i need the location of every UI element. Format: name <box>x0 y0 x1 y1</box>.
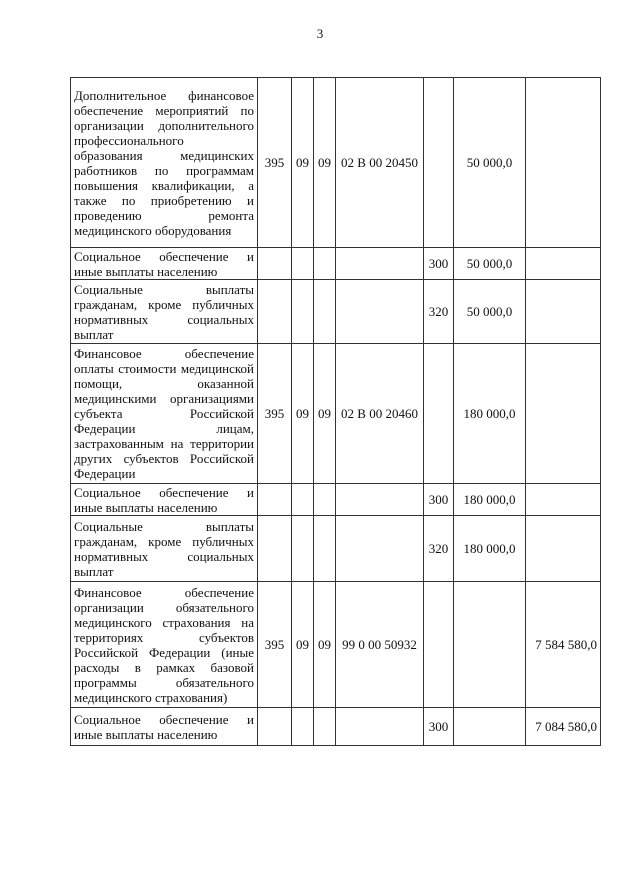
amount-col1: 180 000,0 <box>454 484 526 516</box>
table-row <box>71 248 601 280</box>
code-vr: 300 <box>424 708 454 746</box>
code-rz <box>292 248 314 280</box>
code-pr <box>314 280 336 344</box>
item-name: Социальное обеспечение и иные выплаты населению <box>71 708 258 746</box>
code-pr <box>314 484 336 516</box>
item-name: Социальные выплаты гражданам, кроме публичных нормативных социальных выплат <box>71 280 258 344</box>
table-body <box>71 78 601 746</box>
item-name: Социальное обеспечение и иные выплаты населению <box>71 484 258 516</box>
table-row <box>71 280 601 344</box>
amount-col1: 50 000,0 <box>454 248 526 280</box>
code-gr <box>258 280 292 344</box>
table-row <box>71 484 601 516</box>
code-pr <box>314 516 336 582</box>
table-row <box>71 708 601 746</box>
code-vr <box>424 344 454 484</box>
code-rz: 09 <box>292 78 314 248</box>
code-gr <box>258 484 292 516</box>
amount-col2: 7 584 580,0 <box>526 582 601 708</box>
code-rz <box>292 708 314 746</box>
code-pr <box>314 248 336 280</box>
item-name: Финансовое обеспечение организации обязательного медицинского страхования на территориях субъектов Российской Федерации (иные расходы в рамках базовой программы обязательного медицинского страхования) <box>71 582 258 708</box>
amount-col2 <box>526 248 601 280</box>
budget-table <box>70 77 601 746</box>
item-name: Финансовое обеспечение оплаты стоимости медицинской помощи, оказанной медицинскими организациями субъекта Российской Федерации лицам, застрахованным на территории других субъектов Российской Федерации <box>71 344 258 484</box>
code-vr: 300 <box>424 484 454 516</box>
code-csr <box>336 248 424 280</box>
code-gr <box>258 708 292 746</box>
code-gr: 395 <box>258 344 292 484</box>
item-name: Социальные выплаты гражданам, кроме публичных нормативных социальных выплат <box>71 516 258 582</box>
page-number: 3 <box>316 26 324 41</box>
amount-col2 <box>526 344 601 484</box>
item-name: Социальное обеспечение и иные выплаты населению <box>71 248 258 280</box>
amount-col2 <box>526 516 601 582</box>
amount-col1: 50 000,0 <box>454 280 526 344</box>
amount-col1 <box>454 708 526 746</box>
code-gr: 395 <box>258 582 292 708</box>
code-csr: 99 0 00 50932 <box>336 582 424 708</box>
amount-col2 <box>526 484 601 516</box>
code-gr <box>258 248 292 280</box>
table-row <box>71 78 601 248</box>
code-pr: 09 <box>314 78 336 248</box>
code-rz <box>292 516 314 582</box>
amount-col2 <box>526 78 601 248</box>
amount-col2 <box>526 280 601 344</box>
code-vr: 320 <box>424 516 454 582</box>
code-csr: 02 В 00 20450 <box>336 78 424 248</box>
code-csr <box>336 484 424 516</box>
table-row <box>71 582 601 708</box>
code-vr: 320 <box>424 280 454 344</box>
amount-col1: 50 000,0 <box>454 78 526 248</box>
code-pr: 09 <box>314 582 336 708</box>
code-vr: 300 <box>424 248 454 280</box>
code-pr <box>314 708 336 746</box>
code-vr <box>424 582 454 708</box>
code-rz <box>292 280 314 344</box>
code-vr <box>424 78 454 248</box>
code-csr <box>336 516 424 582</box>
amount-col1: 180 000,0 <box>454 516 526 582</box>
amount-col2: 7 084 580,0 <box>526 708 601 746</box>
code-rz: 09 <box>292 582 314 708</box>
code-rz: 09 <box>292 344 314 484</box>
code-rz <box>292 484 314 516</box>
table-row <box>71 516 601 582</box>
code-pr: 09 <box>314 344 336 484</box>
code-csr <box>336 280 424 344</box>
table-row <box>71 344 601 484</box>
code-gr <box>258 516 292 582</box>
amount-col1: 180 000,0 <box>454 344 526 484</box>
item-name: Дополнительное финансовое обеспечение мероприятий по организации дополнительного профессионального образования медицинских работников по программам повышения квалификации, а также по приобретению и проведению ремонта медицинского оборудования <box>71 78 258 248</box>
code-csr <box>336 708 424 746</box>
code-csr: 02 В 00 20460 <box>336 344 424 484</box>
code-gr: 395 <box>258 78 292 248</box>
amount-col1 <box>454 582 526 708</box>
